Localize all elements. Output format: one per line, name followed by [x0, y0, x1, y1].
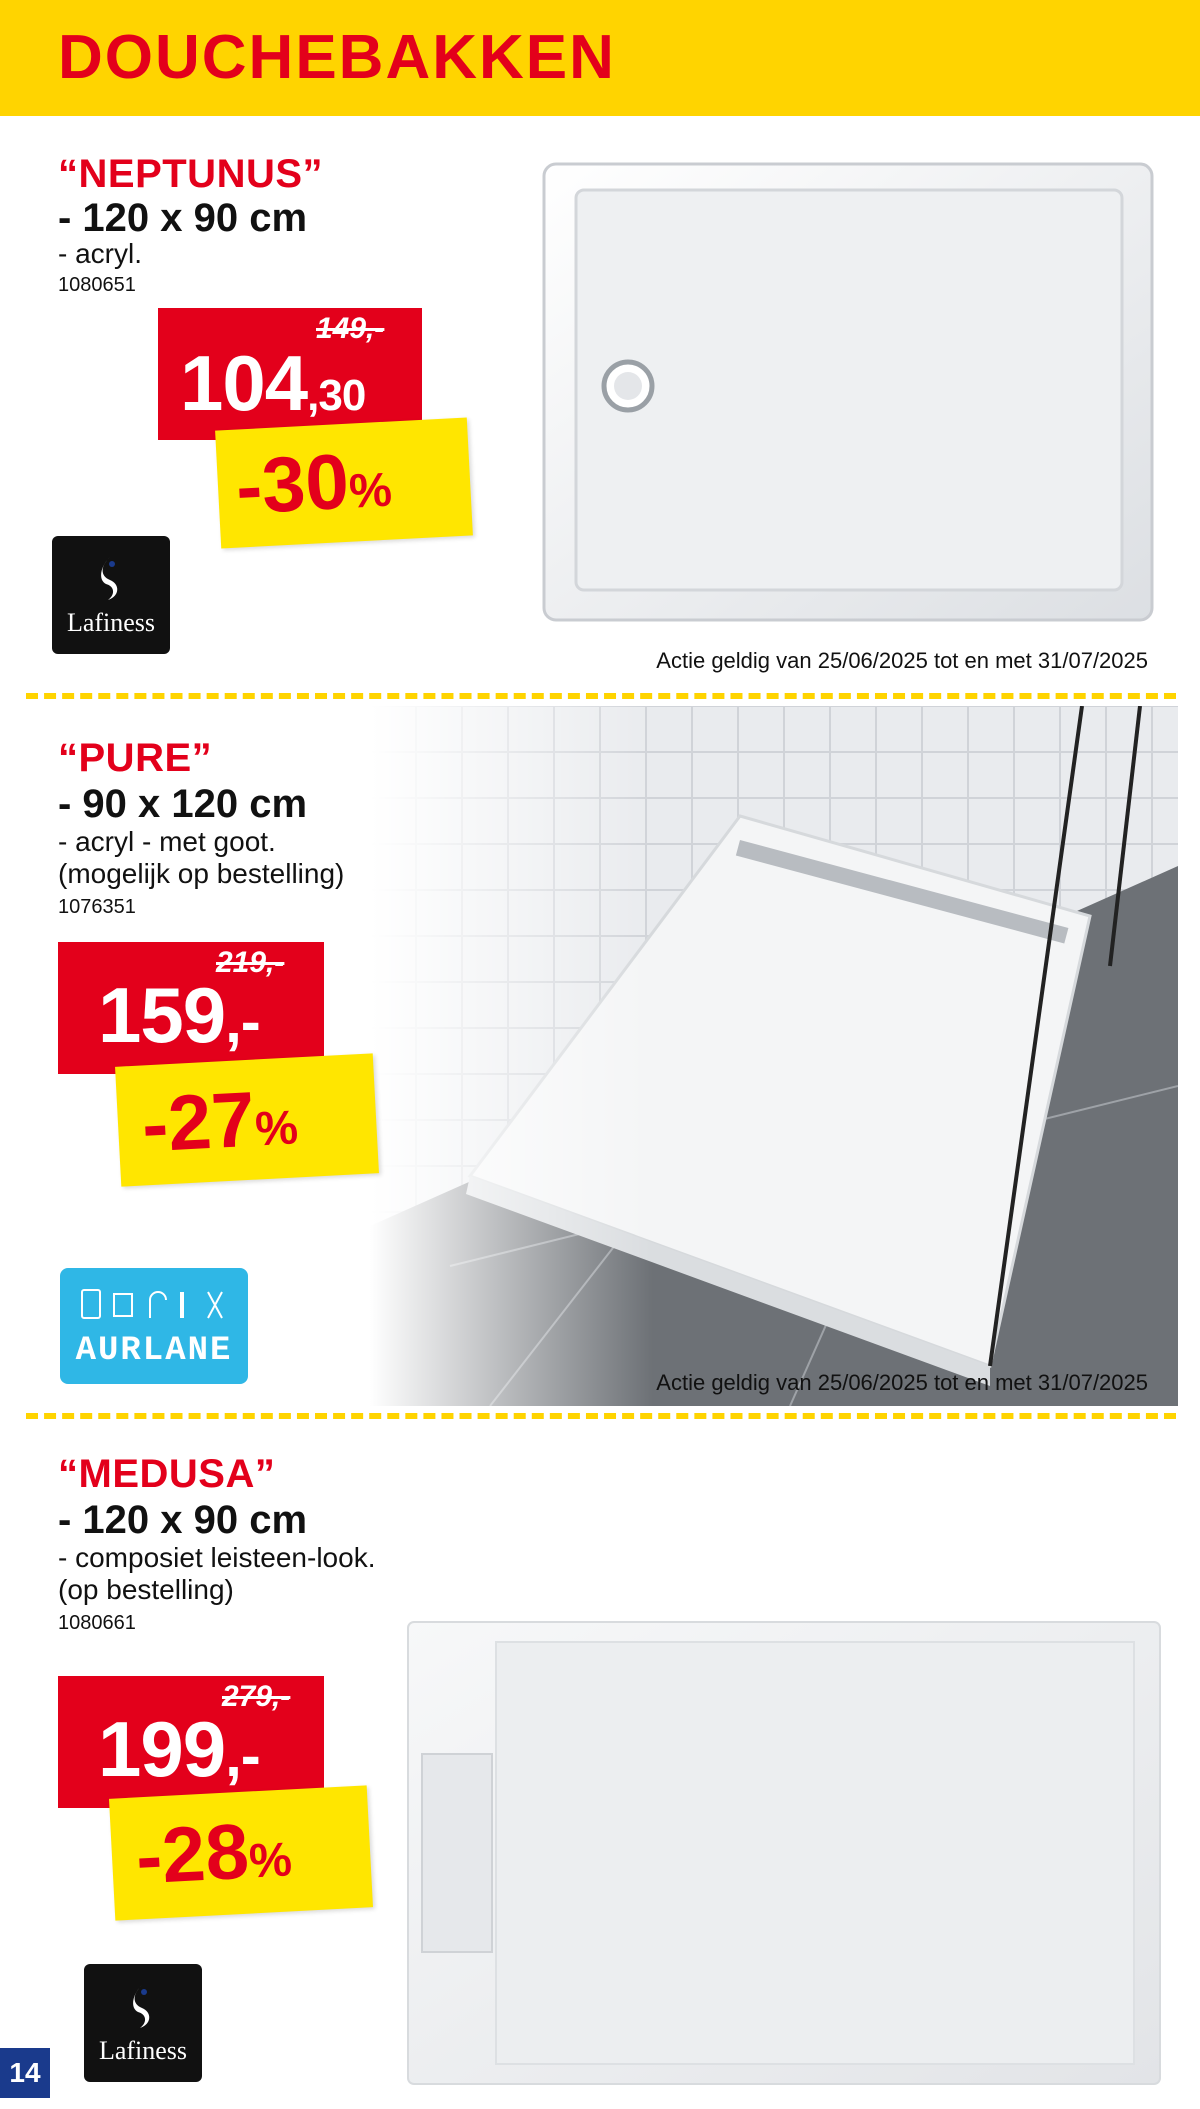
page-title: DOUCHEBAKKEN	[58, 23, 616, 92]
price-main: 104	[180, 339, 308, 427]
price-box	[58, 1676, 324, 1808]
product-name: “PURE”	[58, 736, 213, 780]
product-sku: 1080661	[58, 1612, 136, 1634]
product-description-note: (mogelijk op bestelling)	[58, 858, 345, 889]
discount-unit: %	[253, 1101, 300, 1157]
new-price	[98, 970, 260, 1061]
product-name: “MEDUSA”	[58, 1452, 276, 1496]
discount-badge	[215, 417, 473, 548]
discount-badge	[115, 1053, 379, 1186]
new-price	[180, 338, 365, 429]
price-main: 159	[98, 971, 226, 1059]
discount-value: -28	[133, 1806, 251, 1901]
product-description: - composiet leisteen-look.	[58, 1542, 376, 1573]
page-header	[0, 0, 1200, 116]
price-cents: ,30	[307, 371, 366, 420]
discount-unit: %	[347, 463, 394, 519]
old-price: 149,-	[316, 312, 385, 345]
old-price: 219,-	[216, 946, 285, 979]
product-image-medusa	[404, 1618, 1164, 2088]
product-name: “NEPTUNUS”	[58, 152, 324, 196]
product-size: - 120 x 90 cm	[58, 1498, 308, 1542]
product-image-pure	[370, 706, 1178, 1406]
discount-unit: %	[247, 1833, 294, 1889]
new-price	[98, 1704, 260, 1795]
product-size: - 90 x 120 cm	[58, 782, 308, 826]
lafiness-logo	[84, 1964, 202, 2082]
lafiness-logo	[52, 536, 170, 654]
section-divider	[26, 1413, 1176, 1419]
lafiness-wordmark: Lafiness	[66, 608, 156, 637]
product-sku: 1080651	[58, 274, 136, 296]
price-cents: ,-	[225, 988, 260, 1055]
price-box	[58, 942, 324, 1074]
product-size: - 120 x 90 cm	[58, 196, 308, 240]
product-description: - acryl.	[58, 238, 142, 269]
lafiness-swirl-icon	[128, 1982, 158, 2030]
price-cents: ,-	[225, 1722, 260, 1789]
discount-value: -30	[233, 436, 351, 531]
price-main: 199	[98, 1705, 226, 1793]
validity-text: Actie geldig van 25/06/2025 tot en met 31/07/2025	[656, 648, 1148, 673]
price-box	[158, 308, 422, 440]
product-image-neptunus	[540, 160, 1158, 628]
page-number: 14	[0, 2048, 50, 2098]
validity-text: Actie geldig van 25/06/2025 tot en met 31/07/2025	[656, 1370, 1148, 1395]
lafiness-wordmark: Lafiness	[98, 2036, 188, 2065]
aurlane-logo	[60, 1268, 248, 1384]
lafiness-swirl-icon	[96, 554, 126, 602]
section-divider	[26, 693, 1176, 699]
discount-value: -27	[139, 1074, 257, 1169]
discount-badge	[109, 1785, 373, 1920]
aurlane-wordmark: AURLANE	[75, 1332, 233, 1370]
product-description-note: (op bestelling)	[58, 1574, 234, 1605]
product-description: - acryl - met goot.	[58, 826, 276, 857]
product-sku: 1076351	[58, 896, 136, 918]
bathroom-icons	[80, 1288, 230, 1322]
old-price: 279,-	[222, 1680, 291, 1713]
